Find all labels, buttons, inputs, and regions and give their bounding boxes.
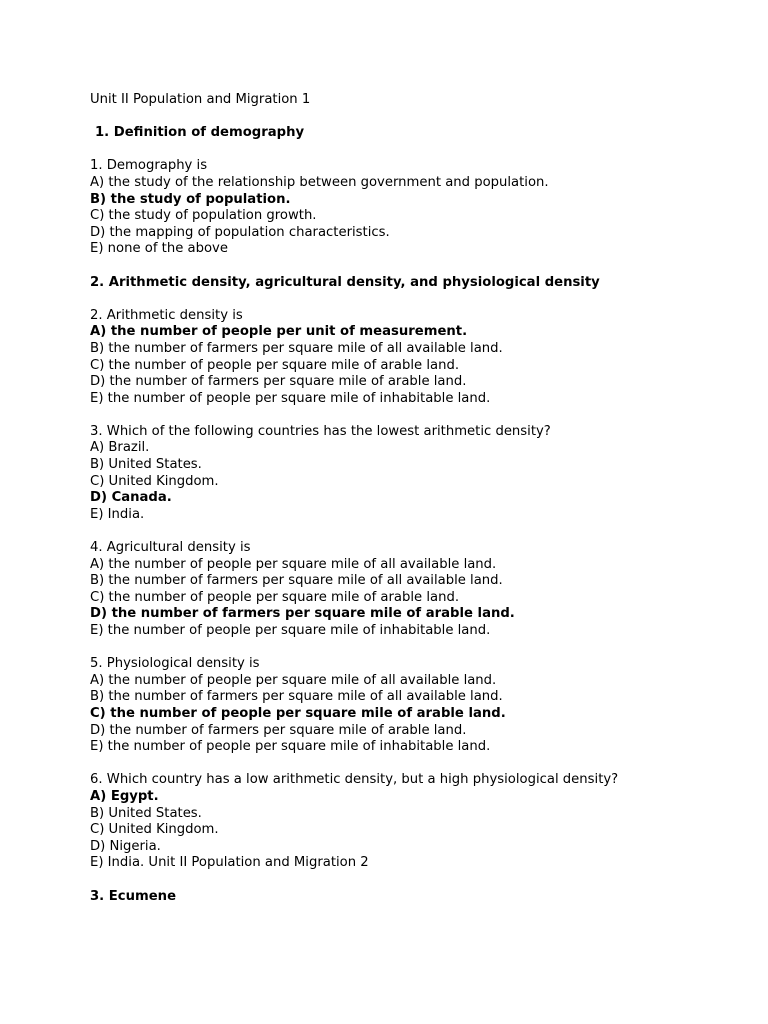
answer-option: E) India. Unit II Population and Migration 2 [90,855,369,871]
answer-option-correct: A) Egypt. [90,788,159,804]
spacer [90,872,750,889]
answer-option: B) United States. [90,457,202,473]
page-header: Unit II Population and Migration 1 [90,92,311,107]
answer-option-correct: D) the number of farmers per square mile of arable land. [90,606,515,622]
spacer [90,640,750,657]
section-heading: 2. Arithmetic density, agricultural density, and physiological density [90,274,600,290]
spacer [90,291,750,308]
answer-option: A) the number of people per square mile of all available land. [90,672,497,688]
answer-option-correct: C) the number of people per square mile of arable land. [90,705,506,721]
answer-option: E) none of the above [90,241,228,257]
spacer [90,109,750,126]
answer-option: E) the number of people per square mile of inhabitable land. [90,623,491,638]
answer-option: C) the number of people per square mile of arable land. [90,357,460,373]
answer-option: E) India. [90,506,145,522]
document-page [90,92,750,922]
answer-option: D) the number of farmers per square mile of arable land. [90,374,467,390]
question-stem: 1. Demography is [90,158,208,174]
answer-option: E) the number of people per square mile of inhabitable land. [90,390,491,406]
answer-option: C) the number of people per square mile of arable land. [90,589,460,605]
spacer [90,756,750,773]
question-stem: 6. Which country has a low arithmetic density, but a high physiological density? [90,772,619,788]
answer-option: B) the number of farmers per square mile of all available land. [90,340,503,356]
answer-option: A) the study of the relationship between government and population. [90,174,549,190]
answer-option: E) the number of people per square mile of inhabitable land. [90,739,491,755]
answer-option: B) the number of farmers per square mile of all available land. [90,573,503,589]
answer-option: C) United Kingdom. [90,473,219,489]
question-stem: 4. Agricultural density is [90,540,251,556]
answer-option: C) United Kingdom. [90,822,219,838]
answer-option: A) Brazil. [90,440,150,456]
answer-option-correct: B) the study of population. [90,191,291,207]
spacer [90,142,750,159]
spacer [90,523,750,540]
answer-option: B) United States. [90,805,202,821]
answer-option: A) the number of people per square mile of all available land. [90,556,497,572]
answer-option: D) the number of farmers per square mile of arable land. [90,722,467,738]
question-stem: 5. Physiological density is [90,656,260,672]
section-heading: 3. Ecumene [90,888,177,904]
answer-option-correct: D) Canada. [90,490,172,506]
document-content [90,125,750,922]
section-heading: 1. Definition of demography [95,125,305,141]
answer-option: D) Nigeria. [90,838,161,854]
question-stem: 3. Which of the following countries has the lowest arithmetic density? [90,423,551,439]
spacer [90,407,750,424]
answer-option: D) the mapping of population characteristics. [90,224,390,240]
spacer [90,905,750,922]
answer-option: B) the number of farmers per square mile of all available land. [90,689,503,705]
spacer [90,258,750,275]
answer-option: C) the study of population growth. [90,208,317,224]
answer-option-correct: A) the number of people per unit of measurement. [90,324,468,340]
question-stem: 2. Arithmetic density is [90,307,243,323]
